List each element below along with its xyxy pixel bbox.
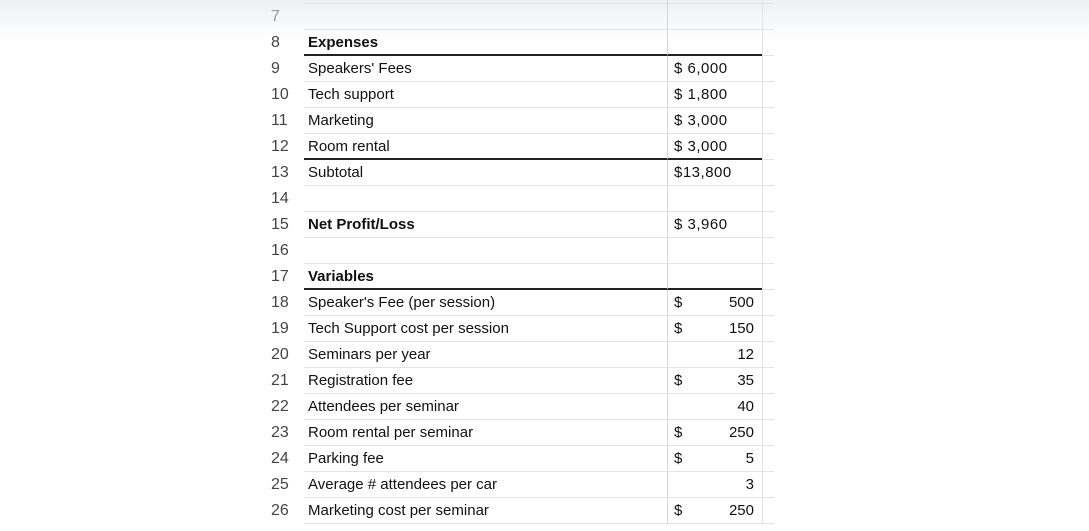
cell-empty[interactable] (762, 108, 774, 134)
cell-empty[interactable] (762, 264, 774, 290)
cell-value-text: 500 (728, 294, 754, 311)
cell-value-text: $13,800 (674, 164, 732, 181)
cell-label[interactable] (304, 238, 668, 264)
cell-label[interactable]: Marketing (304, 108, 668, 134)
cell-label[interactable]: Registration fee (304, 368, 668, 394)
cell-empty[interactable] (762, 342, 774, 368)
cell-value[interactable] (668, 368, 762, 394)
cell-label[interactable]: Tech Support cost per session (304, 316, 668, 342)
currency-symbol: $ (674, 424, 683, 441)
cell-value-text: $ 6,000 (674, 60, 728, 77)
cell-value[interactable] (668, 134, 762, 160)
cell-label[interactable] (304, 186, 668, 212)
cell-empty[interactable] (762, 160, 774, 186)
cell-value[interactable] (668, 108, 762, 134)
cell-value-text: 250 (728, 502, 754, 519)
cell-label[interactable]: Room rental (304, 134, 668, 160)
row-number: 23 (271, 424, 289, 441)
cell-label[interactable] (304, 4, 668, 30)
cell-value[interactable] (668, 82, 762, 108)
cell-value[interactable] (668, 212, 762, 238)
cell-label[interactable]: Speaker's Fee (per session) (304, 290, 668, 316)
cell-value-text: $ 3,000 (674, 112, 728, 129)
row-number: 8 (271, 34, 280, 51)
row-number: 9 (271, 60, 280, 77)
currency-symbol: $ (674, 320, 683, 337)
cell-empty[interactable] (762, 394, 774, 420)
row-number: 7 (271, 8, 280, 25)
section-heading-variables[interactable]: Variables (304, 264, 668, 290)
table-row (262, 264, 772, 290)
table-row (262, 342, 772, 368)
cell-value-text: 250 (728, 424, 754, 441)
table-row (262, 368, 772, 394)
cell-empty[interactable] (762, 4, 774, 30)
row-number: 17 (271, 268, 289, 285)
cell-value-text: 3 (745, 476, 754, 493)
table-row (262, 446, 772, 472)
row-number: 18 (271, 294, 289, 311)
row-number: 12 (271, 138, 289, 155)
cell-value-text: $ 3,000 (674, 138, 728, 155)
table-row (262, 134, 772, 160)
row-number: 14 (271, 190, 289, 207)
row-number: 11 (271, 112, 288, 129)
table-row (262, 498, 772, 524)
cell-empty[interactable] (762, 472, 774, 498)
cell-empty[interactable] (762, 238, 774, 264)
cell-label[interactable]: Tech support (304, 82, 668, 108)
cell-value[interactable] (668, 264, 762, 290)
currency-symbol: $ (674, 372, 683, 389)
table-row (262, 108, 772, 134)
row-number: 26 (271, 502, 289, 519)
cell-value[interactable] (668, 420, 762, 446)
net-profit-label[interactable]: Net Profit/Loss (304, 212, 668, 238)
cell-value-text: 150 (728, 320, 754, 337)
cell-label[interactable]: Subtotal (304, 160, 668, 186)
cell-empty[interactable] (762, 212, 774, 238)
row-number: 20 (271, 346, 289, 363)
cell-empty[interactable] (762, 186, 774, 212)
currency-symbol: $ (674, 450, 683, 467)
cell-value[interactable] (668, 30, 762, 56)
table-row (262, 316, 772, 342)
cell-empty[interactable] (762, 134, 774, 160)
cell-label[interactable]: Room rental per seminar (304, 420, 668, 446)
cell-value-text: 5 (745, 450, 754, 467)
table-row (262, 394, 772, 420)
table-row (262, 238, 772, 264)
row-number: 21 (271, 372, 289, 389)
cell-value[interactable] (668, 56, 762, 82)
cell-value[interactable] (668, 394, 762, 420)
cell-value[interactable] (668, 446, 762, 472)
cell-label[interactable]: Marketing cost per seminar (304, 498, 668, 524)
cell-value[interactable] (668, 472, 762, 498)
cell-value-text: 40 (737, 398, 754, 415)
row-number: 15 (271, 216, 289, 233)
cell-value-text: $ 1,800 (674, 86, 728, 103)
row-number: 19 (271, 320, 289, 337)
row-number: 25 (271, 476, 289, 493)
table-row (262, 290, 772, 316)
row-number: 24 (271, 450, 289, 467)
row-number: 10 (271, 86, 289, 103)
cell-value[interactable] (668, 498, 762, 524)
cell-value-text: 12 (737, 346, 754, 363)
cell-value[interactable] (668, 238, 762, 264)
table-row (262, 420, 772, 446)
cell-empty[interactable] (762, 498, 774, 524)
cell-label[interactable]: Average # attendees per car (304, 472, 668, 498)
cell-label[interactable]: Attendees per seminar (304, 394, 668, 420)
cell-empty[interactable] (762, 30, 774, 56)
cell-value-text: 35 (737, 372, 754, 389)
cell-label[interactable]: Speakers' Fees (304, 56, 668, 82)
cell-value[interactable] (668, 4, 762, 30)
table-row (262, 4, 772, 30)
currency-symbol: $ (674, 502, 683, 519)
cell-empty[interactable] (762, 420, 774, 446)
cell-empty[interactable] (762, 446, 774, 472)
cell-empty[interactable] (762, 290, 774, 316)
table-row (262, 30, 772, 56)
row-number: 13 (271, 164, 289, 181)
table-row (262, 82, 772, 108)
spreadsheet-grid (262, 0, 772, 524)
table-row (262, 56, 772, 82)
cell-label[interactable]: Seminars per year (304, 342, 668, 368)
cell-value[interactable] (668, 316, 762, 342)
cell-value[interactable] (668, 160, 762, 186)
cell-value[interactable] (668, 186, 762, 212)
table-row (262, 472, 772, 498)
cell-empty[interactable] (762, 82, 774, 108)
row-number: 16 (271, 242, 289, 259)
cell-empty[interactable] (762, 56, 774, 82)
table-row (262, 212, 772, 238)
row-number: 22 (271, 398, 289, 415)
cell-value-text: $ 3,960 (674, 216, 728, 233)
table-row (262, 160, 772, 186)
cell-value[interactable] (668, 342, 762, 368)
cell-value[interactable] (668, 290, 762, 316)
currency-symbol: $ (674, 294, 683, 311)
cell-empty[interactable] (762, 316, 774, 342)
table-row (262, 186, 772, 212)
section-heading-expenses[interactable]: Expenses (304, 30, 668, 56)
cell-empty[interactable] (762, 368, 774, 394)
cell-label[interactable]: Parking fee (304, 446, 668, 472)
